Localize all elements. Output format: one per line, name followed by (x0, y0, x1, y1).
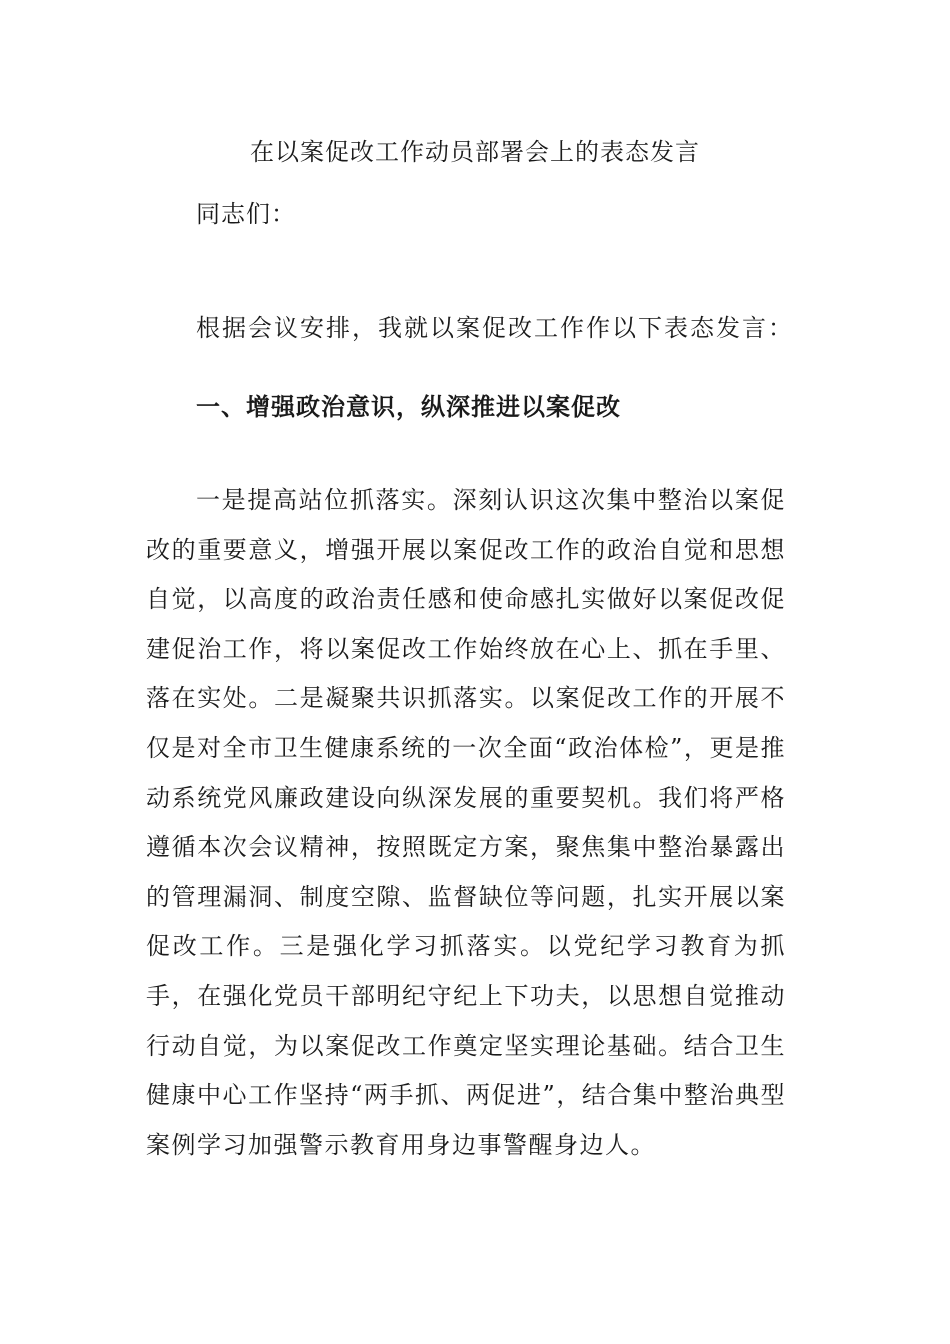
intro-paragraph: 根据会议安排，我就以案促改工作作以下表态发言： (196, 314, 794, 342)
document-title: 在以案促改工作动员部署会上的表态发言 (250, 138, 700, 166)
body-paragraph: 一是提高站位抓落实。深刻认识这次集中整治以案促改的重要意义，增强开展以案促改工作的政治自觉和思想自觉，以高度的政治责任感和使命感扎实做好以案促改促建促治工作，将以案促改工作始终放在心上、抓在手里、落在实处。二是凝聚共识抓落实。以案促改工作的开展不仅是对全市卫生健康系统的一次全面“政治体检”，更是推动系统党风廉政建设向纵深发展的重要契机。我们将严格遵循本次会议精神，按照既定方案，聚焦集中整治暴露出的管理漏洞、制度空隙、监督缺位等问题，扎实开展以案促改工作。三是强化学习抓落实。以党纪学习教育为抓手，在强化党员干部明纪守纪上下功夫，以思想自觉推动行动自觉，为以案促改工作奠定坚实理论基础。结合卫生健康中心工作坚持“两手抓、两促进”，结合集中整治典型案例学习加强警示教育用身边事警醒身边人。 (146, 486, 786, 1159)
salutation: 同志们： (196, 200, 296, 228)
section-heading: 一、增强政治意识，纵深推进以案促改 (196, 392, 621, 421)
